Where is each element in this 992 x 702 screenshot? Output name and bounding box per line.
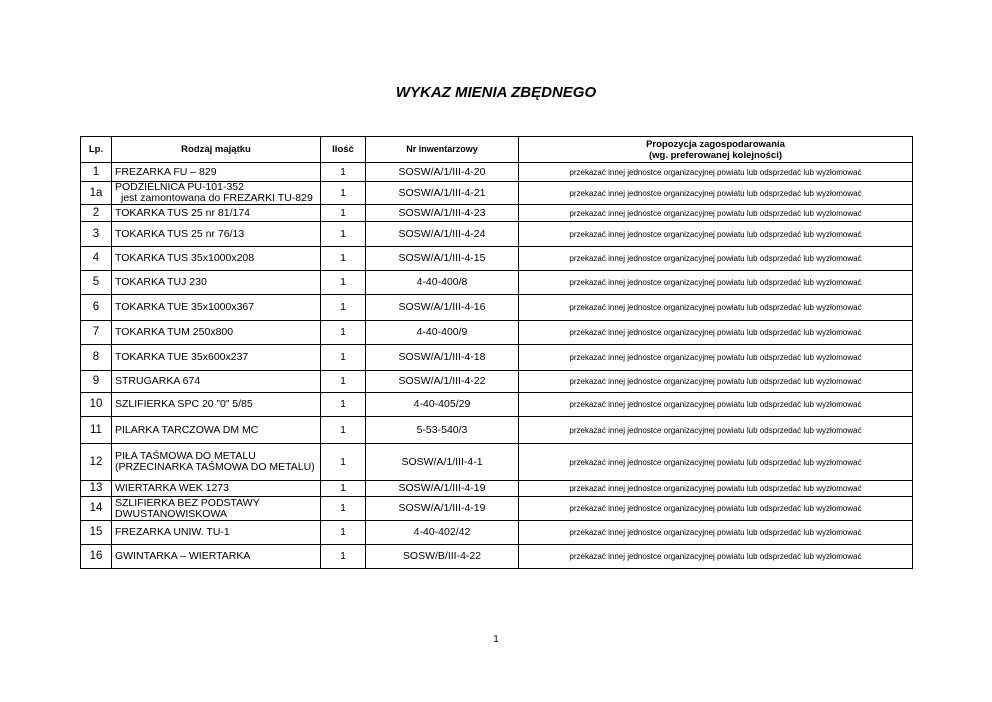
- table-row: [81, 371, 913, 393]
- document-title: WYKAZ MIENIA ZBĘDNEGO: [395, 84, 597, 101]
- row-qty: 1: [321, 481, 366, 497]
- table-row: [81, 247, 913, 271]
- table-row: [81, 444, 913, 481]
- row-qty: 1: [321, 321, 366, 345]
- row-lp: 10: [81, 393, 112, 417]
- row-lp: 3: [81, 222, 112, 247]
- table-row: [81, 271, 913, 295]
- row-proposal: przekazać innej jednostce organizacyjnej powiatu lub odsprzedać lub wyzłomować: [519, 271, 913, 295]
- row-qty: 1: [321, 205, 366, 222]
- row-lp: 13: [81, 481, 112, 497]
- header-proposal-line2: (wg. preferowanej kolejności): [648, 149, 783, 161]
- row-lp: 7: [81, 321, 112, 345]
- row-inventory-number: SOSW/A/1/III-4-16: [366, 295, 519, 321]
- row-name: GWINTARKA – WIERTARKA: [112, 545, 321, 569]
- row-inventory-number: SOSW/A/1/III-4-23: [366, 205, 519, 222]
- row-proposal: przekazać innej jednostce organizacyjnej powiatu lub odsprzedać lub wyzłomować: [519, 371, 913, 393]
- row-inventory-number: 4-40-402/42: [366, 521, 519, 545]
- row-name: STRUGARKA 674: [112, 371, 321, 393]
- header-qty: Ilość: [321, 137, 366, 163]
- row-inventory-number: SOSW/A/1/III-4-21: [366, 182, 519, 205]
- row-name: PIŁA TAŚMOWA DO METALU (PRZECINARKA TAŚMOWA DO METALU): [112, 444, 321, 481]
- row-inventory-number: SOSW/A/1/III-4-24: [366, 222, 519, 247]
- row-name: PILARKA TARCZOWA DM MC: [112, 417, 321, 444]
- row-inventory-number: SOSW/A/1/III-4-1: [366, 444, 519, 481]
- table-row: [81, 182, 913, 205]
- table-row: [81, 417, 913, 444]
- row-name: WIERTARKA WEK 1273: [112, 481, 321, 497]
- row-proposal: przekazać innej jednostce organizacyjnej powiatu lub odsprzedać lub wyzłomować: [519, 417, 913, 444]
- row-inventory-number: SOSW/A/1/III-4-18: [366, 345, 519, 371]
- table-row: [81, 295, 913, 321]
- row-lp: 15: [81, 521, 112, 545]
- row-qty: 1: [321, 295, 366, 321]
- page-number: 1: [493, 634, 499, 645]
- table-row: [81, 321, 913, 345]
- row-inventory-number: SOSW/A/1/III-4-15: [366, 247, 519, 271]
- row-inventory-number: 5-53-540/3: [366, 417, 519, 444]
- table-row: [81, 521, 913, 545]
- row-lp: 5: [81, 271, 112, 295]
- row-proposal: przekazać innej jednostce organizacyjnej powiatu lub odsprzedać lub wyzłomować: [519, 222, 913, 247]
- asset-table: [80, 136, 913, 569]
- row-proposal: przekazać innej jednostce organizacyjnej powiatu lub odsprzedać lub wyzłomować: [519, 247, 913, 271]
- row-lp: 2: [81, 205, 112, 222]
- row-proposal: przekazać innej jednostce organizacyjnej powiatu lub odsprzedać lub wyzłomować: [519, 545, 913, 569]
- table-row: [81, 345, 913, 371]
- row-name: TOKARKA TUS 35x1000x208: [112, 247, 321, 271]
- row-name: TOKARKA TUS 25 nr 81/174: [112, 205, 321, 222]
- header-inventory-number: Nr inwentarzowy: [366, 137, 519, 163]
- row-inventory-number: 4-40-400/8: [366, 271, 519, 295]
- row-lp: 1a: [81, 182, 112, 205]
- row-lp: 1: [81, 163, 112, 182]
- row-lp: 12: [81, 444, 112, 481]
- row-name: FREZARKA FU – 829: [112, 163, 321, 182]
- row-qty: 1: [321, 247, 366, 271]
- row-inventory-number: SOSW/A/1/III-4-19: [366, 497, 519, 521]
- row-name: SZLIFIERKA BEZ PODSTAWY DWUSTANOWISKOWA: [112, 497, 321, 521]
- row-qty: 1: [321, 521, 366, 545]
- row-proposal: przekazać innej jednostce organizacyjnej powiatu lub odsprzedać lub wyzłomować: [519, 393, 913, 417]
- row-inventory-number: 4-40-400/9: [366, 321, 519, 345]
- row-name: TOKARKA TUS 25 nr 76/13: [112, 222, 321, 247]
- row-qty: 1: [321, 345, 366, 371]
- row-proposal: przekazać innej jednostce organizacyjnej powiatu lub odsprzedać lub wyzłomować: [519, 481, 913, 497]
- header-lp: Lp.: [81, 137, 112, 163]
- table-row: [81, 497, 913, 521]
- row-proposal: przekazać innej jednostce organizacyjnej powiatu lub odsprzedać lub wyzłomować: [519, 163, 913, 182]
- row-name: TOKARKA TUJ 230: [112, 271, 321, 295]
- row-name: [112, 182, 321, 205]
- row-lp: 16: [81, 545, 112, 569]
- row-qty: 1: [321, 222, 366, 247]
- header-proposal-line1: Propozycja zagospodarowania: [646, 138, 785, 150]
- row-qty: 1: [321, 182, 366, 205]
- table-row: [81, 481, 913, 497]
- row-lp: 14: [81, 497, 112, 521]
- row-qty: 1: [321, 444, 366, 481]
- table-row: [81, 163, 913, 182]
- row-lp: 4: [81, 247, 112, 271]
- row-lp: 11: [81, 417, 112, 444]
- row-qty: 1: [321, 497, 366, 521]
- row-name: SZLIFIERKA SPC 20 ”0” 5/85: [112, 393, 321, 417]
- row-name: TOKARKA TUE 35x1000x367: [112, 295, 321, 321]
- table-row: [81, 205, 913, 222]
- row-proposal: przekazać innej jednostce organizacyjnej powiatu lub odsprzedać lub wyzłomować: [519, 345, 913, 371]
- row-proposal: przekazać innej jednostce organizacyjnej powiatu lub odsprzedać lub wyzłomować: [519, 321, 913, 345]
- row-name: FREZARKA UNIW. TU-1: [112, 521, 321, 545]
- row-lp: 9: [81, 371, 112, 393]
- row-qty: 1: [321, 163, 366, 182]
- row-inventory-number: SOSW/A/1/III-4-22: [366, 371, 519, 393]
- row-proposal: przekazać innej jednostce organizacyjnej powiatu lub odsprzedać lub wyzłomować: [519, 295, 913, 321]
- row-qty: 1: [321, 371, 366, 393]
- row-proposal: przekazać innej jednostce organizacyjnej powiatu lub odsprzedać lub wyzłomować: [519, 444, 913, 481]
- table-row: [81, 545, 913, 569]
- table-row: [81, 222, 913, 247]
- header-proposal: [519, 137, 913, 163]
- header-name: Rodzaj majątku: [112, 137, 321, 163]
- row-qty: 1: [321, 417, 366, 444]
- row-name-line1: PODZIELNICA PU-101-352: [115, 181, 244, 193]
- table-row: [81, 393, 913, 417]
- row-name: TOKARKA TUE 35x600x237: [112, 345, 321, 371]
- row-qty: 1: [321, 545, 366, 569]
- row-inventory-number: SOSW/A/1/III-4-20: [366, 163, 519, 182]
- row-inventory-number: SOSW/B/III-4-22: [366, 545, 519, 569]
- row-inventory-number: SOSW/A/1/III-4-19: [366, 481, 519, 497]
- row-lp: 8: [81, 345, 112, 371]
- row-proposal: przekazać innej jednostce organizacyjnej powiatu lub odsprzedać lub wyzłomować: [519, 205, 913, 222]
- row-proposal: przekazać innej jednostce organizacyjnej powiatu lub odsprzedać lub wyzłomować: [519, 521, 913, 545]
- row-proposal: przekazać innej jednostce organizacyjnej powiatu lub odsprzedać lub wyzłomować: [519, 182, 913, 205]
- row-proposal: przekazać innej jednostce organizacyjnej powiatu lub odsprzedać lub wyzłomować: [519, 497, 913, 521]
- row-name: TOKARKA TUM 250x800: [112, 321, 321, 345]
- row-name-line2: jest zamontowana do FREZARKI TU-829: [121, 192, 313, 204]
- table-header-row: [81, 137, 913, 163]
- row-qty: 1: [321, 393, 366, 417]
- row-inventory-number: 4-40-405/29: [366, 393, 519, 417]
- row-qty: 1: [321, 271, 366, 295]
- row-lp: 6: [81, 295, 112, 321]
